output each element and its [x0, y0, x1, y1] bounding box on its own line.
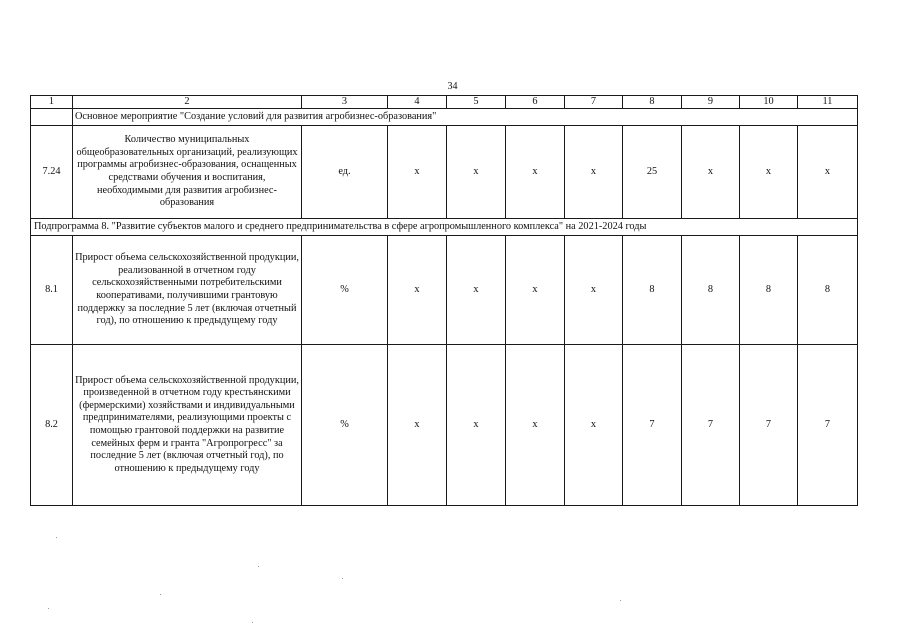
- value-cell: 8: [740, 236, 798, 345]
- page-number: 34: [447, 81, 458, 92]
- scan-speck: [48, 608, 49, 609]
- indicator-name: Количество муниципальных общеобразовательных организаций, реализующих программы агробизнес-образования, оснащенных средствами обучения и воспитания, необходимыми для развития агробизнес-образования: [73, 126, 302, 219]
- scan-speck: [620, 600, 621, 601]
- empty-cell: [31, 109, 73, 126]
- value-cell: х: [506, 345, 565, 506]
- row-number: 8.2: [31, 345, 73, 506]
- value-cell: х: [388, 236, 447, 345]
- value-cell: х: [682, 126, 740, 219]
- main-activity-title: Основное мероприятие "Создание условий для развития агробизнес-образования": [73, 109, 858, 126]
- value-cell: х: [798, 126, 858, 219]
- column-number-row: [31, 96, 858, 109]
- column-number: 4: [388, 96, 447, 109]
- column-number: 3: [302, 96, 388, 109]
- value-cell: х: [506, 126, 565, 219]
- value-cell: 8: [798, 236, 858, 345]
- value-cell: х: [740, 126, 798, 219]
- value-cell: х: [388, 345, 447, 506]
- value-cell: 7: [623, 345, 682, 506]
- value-cell: 7: [798, 345, 858, 506]
- table-row: [31, 345, 858, 506]
- value-cell: х: [565, 126, 623, 219]
- value-cell: 7: [740, 345, 798, 506]
- scan-speck: [342, 578, 343, 579]
- value-cell: х: [447, 345, 506, 506]
- value-cell: х: [388, 126, 447, 219]
- subprogram-row: [31, 219, 858, 236]
- main-activity-row: [31, 109, 858, 126]
- unit-cell: %: [302, 345, 388, 506]
- column-number: 1: [31, 96, 73, 109]
- scan-speck: [258, 566, 259, 567]
- value-cell: 25: [623, 126, 682, 219]
- unit-cell: ед.: [302, 126, 388, 219]
- table-row: [31, 236, 858, 345]
- column-number: 8: [623, 96, 682, 109]
- indicators-table: [30, 95, 858, 506]
- column-number: 6: [506, 96, 565, 109]
- unit-cell: %: [302, 236, 388, 345]
- subprogram-title: Подпрограмма 8. "Развитие субъектов малого и среднего предпринимательства в сфере агропромышленного комплекса" на 2021-2024 годы: [31, 219, 858, 236]
- scan-speck: [160, 594, 161, 595]
- value-cell: х: [447, 126, 506, 219]
- column-number: 11: [798, 96, 858, 109]
- column-number: 10: [740, 96, 798, 109]
- indicator-name: Прирост объема сельскохозяйственной продукции, произведенной в отчетном году крестьянскими (фермерскими) хозяйствами и индивидуальными предпринимателями, реализующими проекты с помощью грантовой поддержки на развитие семейных ферм и гранта "Агропрогресс" за последние 5 лет (включая отчетный год), по отношению к предыдущему году: [73, 345, 302, 506]
- value-cell: 7: [682, 345, 740, 506]
- column-number: 9: [682, 96, 740, 109]
- column-number: 5: [447, 96, 506, 109]
- value-cell: х: [565, 345, 623, 506]
- indicator-name: Прирост объема сельскохозяйственной продукции, реализованной в отчетном году сельскохозяйственными потребительскими кооперативами, получившими грантовую поддержку за последние 5 лет (включая отчетный год), по отношению к предыдущему году: [73, 236, 302, 345]
- row-number: 7.24: [31, 126, 73, 219]
- value-cell: х: [565, 236, 623, 345]
- value-cell: 8: [682, 236, 740, 345]
- row-number: 8.1: [31, 236, 73, 345]
- column-number: 2: [73, 96, 302, 109]
- value-cell: х: [506, 236, 565, 345]
- table-row: [31, 126, 858, 219]
- scan-speck: [252, 622, 253, 623]
- column-number: 7: [565, 96, 623, 109]
- value-cell: х: [447, 236, 506, 345]
- value-cell: 8: [623, 236, 682, 345]
- scan-speck: [56, 537, 57, 538]
